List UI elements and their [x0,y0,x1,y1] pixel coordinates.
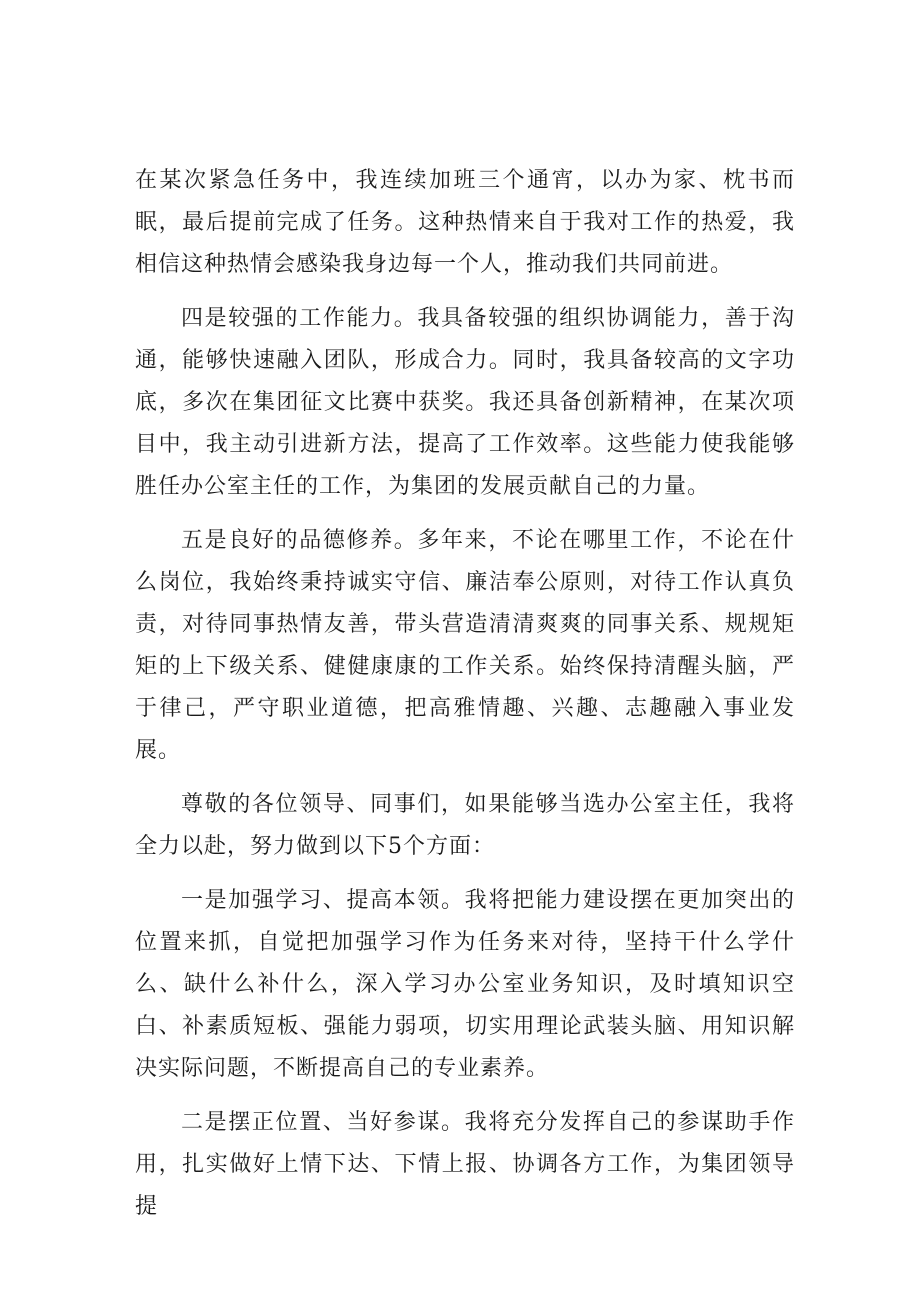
paragraph-continuation: 在某次紧急任务中，我连续加班三个通宵，以办为家、枕书而眠，最后提前完成了任务。这种热情来自于我对工作的热爱，我相信这种热情会感染我身边每一个人，推动我们共同前进。 [135,168,795,277]
paragraph-correct-position: 二是摆正位置、当好参谋。我将充分发挥自己的参谋助手作用，扎实做好上情下达、下情上报、协调各方工作，为集团领导提 [135,1110,795,1219]
paragraph-moral-character: 五是良好的品德修养。多年来，不论在哪里工作，不论在什么岗位，我始终秉持诚实守信、廉洁奉公原则，对待工作认真负责，对待同事热情友善，带头营造清清爽爽的同事关系、规规矩矩的上下级关系、健健康康的工作关系。始终保持清醒头脑，严于律己，严守职业道德，把高雅情趣、兴趣、志趣融入事业发展。 [135,528,795,763]
paragraph-strengthen-learning: 一是加强学习、提高本领。我将把能力建设摆在更加突出的位置来抓，自觉把加强学习作为任务来对待，坚持干什么学什么、缺什么补什么，深入学习办公室业务知识，及时填知识空白、补素质短板、强能力弱项，切实用理论武装头脑、用知识解决实际问题，不断提高自己的专业素养。 [135,888,795,1081]
document-page [135,160,795,1240]
paragraph-commitment-intro: 尊敬的各位领导、同事们，如果能够当选办公室主任，我将全力以赴，努力做到以下5个方面： [135,792,795,859]
paragraph-work-ability: 四是较强的工作能力。我具备较强的组织协调能力，善于沟通，能够快速融入团队，形成合力。同时，我具备较高的文字功底，多次在集团征文比赛中获奖。我还具备创新精神，在某次项目中，我主动引进新方法，提高了工作效率。这些能力使我能够胜任办公室主任的工作，为集团的发展贡献自己的力量。 [135,306,795,499]
